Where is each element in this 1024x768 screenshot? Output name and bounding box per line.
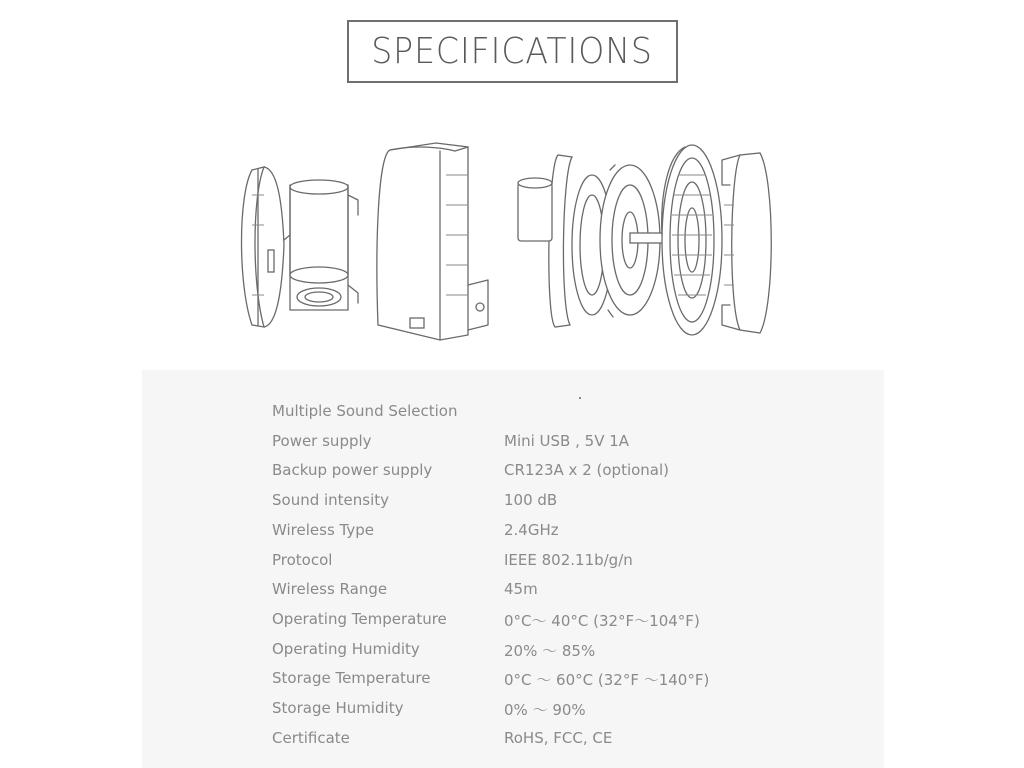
spec-label: Power supply — [272, 431, 372, 450]
spec-row — [272, 402, 832, 424]
pcb-board-part — [518, 155, 670, 327]
spec-label: Wireless Type — [272, 520, 374, 539]
spec-row — [272, 432, 832, 454]
spec-row — [272, 461, 832, 483]
spec-label: Operating Temperature — [272, 609, 447, 628]
spec-row — [272, 551, 832, 573]
spec-value: 0% ～ 90% — [504, 701, 586, 719]
spec-label: Protocol — [272, 550, 333, 569]
exploded-view-illustration — [230, 135, 790, 345]
spec-row — [272, 521, 832, 543]
spec-value: 100 dB — [504, 491, 558, 510]
spec-row — [272, 669, 832, 691]
spec-value: RoHS, FCC, CE — [504, 728, 613, 747]
spec-label: Certificate — [272, 728, 350, 747]
spec-row — [272, 729, 832, 751]
spec-value: 2.4GHz — [504, 520, 559, 539]
spec-row — [272, 699, 832, 721]
spec-value: 45m — [504, 580, 538, 599]
spec-row — [272, 610, 832, 632]
main-housing-part — [377, 143, 488, 340]
spec-value: 0°C～ 40°C (32°F～104°F) — [504, 611, 700, 630]
spec-label: Wireless Range — [272, 580, 388, 599]
spec-value: IEEE 802.11b/g/n — [504, 550, 633, 569]
spec-label: Sound intensity — [272, 491, 390, 510]
spec-label: Multiple Sound Selection — [272, 402, 458, 420]
decorative-dot — [579, 397, 581, 399]
title-box — [347, 20, 678, 83]
spec-row — [272, 640, 832, 662]
spec-label: Storage Humidity — [272, 699, 404, 717]
spec-value: 0°C ～ 60°C (32°F ～140°F) — [504, 671, 710, 690]
spec-value: Mini USB , 5V 1A — [504, 431, 630, 450]
spec-label: Backup power supply — [272, 461, 433, 480]
front-ring-part — [722, 153, 771, 333]
spec-label: Storage Temperature — [272, 669, 431, 688]
spec-label: Operating Humidity — [272, 639, 420, 658]
page-title: SPECIFICATIONS — [371, 31, 654, 72]
back-cover-part — [242, 167, 285, 327]
battery-holder-part — [284, 180, 358, 310]
spec-row — [272, 580, 832, 602]
spec-value: 20% ～ 85% — [504, 641, 596, 660]
spec-value: CR123A x 2 (optional) — [504, 461, 670, 480]
spec-row — [272, 491, 832, 513]
speaker-grille-part — [662, 145, 722, 335]
